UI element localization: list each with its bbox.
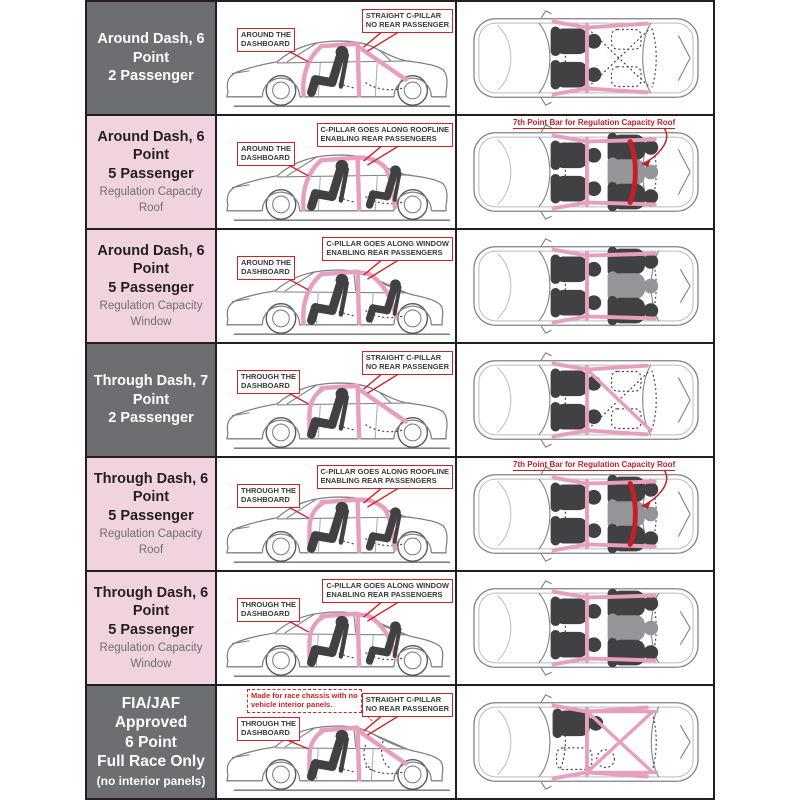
dashboard-callout bbox=[237, 370, 300, 394]
side-view-cell bbox=[217, 686, 457, 798]
callout-text: vehicle interior panels. bbox=[251, 699, 333, 709]
side-view-cell bbox=[217, 2, 457, 114]
top-view-cell bbox=[457, 230, 713, 342]
side-view-cell bbox=[217, 116, 457, 228]
top-view-cell bbox=[457, 344, 713, 456]
callout-text: NO REAR PASSENGER bbox=[365, 361, 449, 371]
config-points: 6 Point bbox=[125, 733, 177, 751]
callout-text: AROUND THE bbox=[241, 30, 291, 39]
top-view-cell bbox=[457, 458, 713, 570]
config-passengers: 5 Passenger bbox=[108, 622, 194, 639]
callout-text: DASHBOARD bbox=[241, 266, 290, 276]
callout-text: AROUND THE bbox=[241, 258, 291, 267]
dashboard-callout bbox=[237, 484, 300, 508]
config-title: Around Dash, 6 Point bbox=[97, 30, 205, 66]
callout-text: THROUGH THE bbox=[241, 600, 296, 609]
roll-cage-configuration-chart bbox=[85, 0, 715, 800]
callout-text: DASHBOARD bbox=[241, 38, 290, 48]
config-title: Through Dash, 6 Point bbox=[93, 584, 209, 620]
config-passengers: 5 Passenger bbox=[108, 166, 194, 183]
config-subtitle: Regulation Capacity Window bbox=[99, 300, 203, 329]
config-usage: Full Race Only bbox=[97, 752, 205, 770]
callout-text: DASHBOARD bbox=[241, 494, 290, 504]
top-view-cell bbox=[457, 2, 713, 114]
c-pillar-callout bbox=[322, 579, 453, 603]
side-view-cell bbox=[217, 230, 457, 342]
callout-text: DASHBOARD bbox=[241, 727, 290, 737]
config-label bbox=[87, 230, 217, 342]
callout-text: STRAIGHT C-PILLAR bbox=[365, 353, 442, 362]
top-view-cell bbox=[457, 572, 713, 684]
dashboard-callout bbox=[237, 598, 300, 622]
dashboard-callout bbox=[237, 256, 295, 280]
config-title: FIA/JAF Approved bbox=[114, 694, 188, 732]
callout-text: THROUGH THE bbox=[241, 719, 296, 728]
top-view-cell bbox=[457, 116, 713, 228]
dashboard-callout bbox=[237, 717, 300, 741]
top-view-diagram bbox=[457, 230, 713, 342]
callout-text: Made for race chassis with no bbox=[251, 691, 358, 700]
callout-text: THROUGH THE bbox=[241, 372, 296, 381]
top-view-diagram bbox=[457, 344, 713, 456]
config-label bbox=[87, 344, 217, 456]
table-row bbox=[87, 572, 713, 686]
callout-text: C-PILLAR GOES ALONG WINDOW bbox=[326, 581, 449, 590]
dashboard-callout bbox=[237, 28, 295, 52]
seventh-point-bar-label: 7th Point Bar for Regulation Capacity Roof bbox=[513, 118, 676, 127]
callout-text: C-PILLAR GOES ALONG ROOFLINE bbox=[320, 125, 449, 134]
table-row bbox=[87, 2, 713, 116]
callout-text: DASHBOARD bbox=[241, 608, 290, 618]
top-view-diagram bbox=[457, 2, 713, 114]
table-row bbox=[87, 230, 713, 344]
table-row bbox=[87, 458, 713, 572]
top-view-diagram bbox=[457, 572, 713, 684]
config-passengers: 2 Passenger bbox=[108, 68, 194, 85]
c-pillar-callout bbox=[362, 693, 453, 717]
callout-text: STRAIGHT C-PILLAR bbox=[365, 11, 442, 20]
config-subtitle: Regulation Capacity Roof bbox=[99, 528, 203, 557]
race-chassis-note bbox=[247, 689, 362, 713]
callout-text: C-PILLAR GOES ALONG WINDOW bbox=[326, 239, 449, 248]
side-view-cell bbox=[217, 458, 457, 570]
config-passengers: 5 Passenger bbox=[108, 280, 194, 297]
callout-text: C-PILLAR GOES ALONG ROOFLINE bbox=[320, 467, 449, 476]
callout-text: ENABLING REAR PASSENGERS bbox=[320, 133, 437, 143]
callout-text: ENABLING REAR PASSENGERS bbox=[326, 247, 443, 257]
config-subtitle: Regulation Capacity Window bbox=[99, 642, 203, 671]
callout-text: ENABLING REAR PASSENGERS bbox=[320, 475, 437, 485]
config-label bbox=[87, 686, 217, 798]
c-pillar-callout bbox=[317, 465, 453, 489]
callout-text: DASHBOARD bbox=[241, 152, 290, 162]
config-label bbox=[87, 2, 217, 114]
config-title: Through Dash, 7 Point bbox=[93, 372, 209, 408]
table-row bbox=[87, 116, 713, 230]
table-row bbox=[87, 344, 713, 458]
callout-text: DASHBOARD bbox=[241, 380, 290, 390]
c-pillar-callout bbox=[362, 351, 453, 375]
top-view-diagram bbox=[457, 686, 713, 798]
config-passengers: 5 Passenger bbox=[108, 508, 194, 525]
callout-text: AROUND THE bbox=[241, 144, 291, 153]
config-label bbox=[87, 116, 217, 228]
callout-text: ENABLING REAR PASSENGERS bbox=[326, 589, 443, 599]
config-label bbox=[87, 572, 217, 684]
callout-text: NO REAR PASSENGER bbox=[365, 19, 449, 29]
callout-text: NO REAR PASSENGER bbox=[365, 703, 449, 713]
table-row bbox=[87, 686, 713, 798]
config-label bbox=[87, 458, 217, 570]
config-title: Around Dash, 6 Point bbox=[97, 242, 205, 278]
top-view-cell bbox=[457, 686, 713, 798]
dashboard-callout bbox=[237, 142, 295, 166]
config-title: Through Dash, 6 Point bbox=[93, 470, 209, 506]
c-pillar-callout bbox=[322, 237, 453, 261]
seventh-point-bar-label: 7th Point Bar for Regulation Capacity Roof bbox=[513, 460, 676, 469]
c-pillar-callout bbox=[317, 123, 453, 147]
top-view-diagram bbox=[457, 116, 713, 228]
config-subtitle: (no interior panels) bbox=[96, 774, 206, 789]
callout-text: STRAIGHT C-PILLAR bbox=[365, 695, 442, 704]
config-passengers: 2 Passenger bbox=[108, 410, 194, 427]
side-view-cell bbox=[217, 344, 457, 456]
top-view-diagram bbox=[457, 458, 713, 570]
callout-text: THROUGH THE bbox=[241, 486, 296, 495]
config-subtitle: Regulation Capacity Roof bbox=[99, 186, 203, 215]
config-title: Around Dash, 6 Point bbox=[97, 128, 205, 164]
side-view-cell bbox=[217, 572, 457, 684]
c-pillar-callout bbox=[362, 9, 453, 33]
